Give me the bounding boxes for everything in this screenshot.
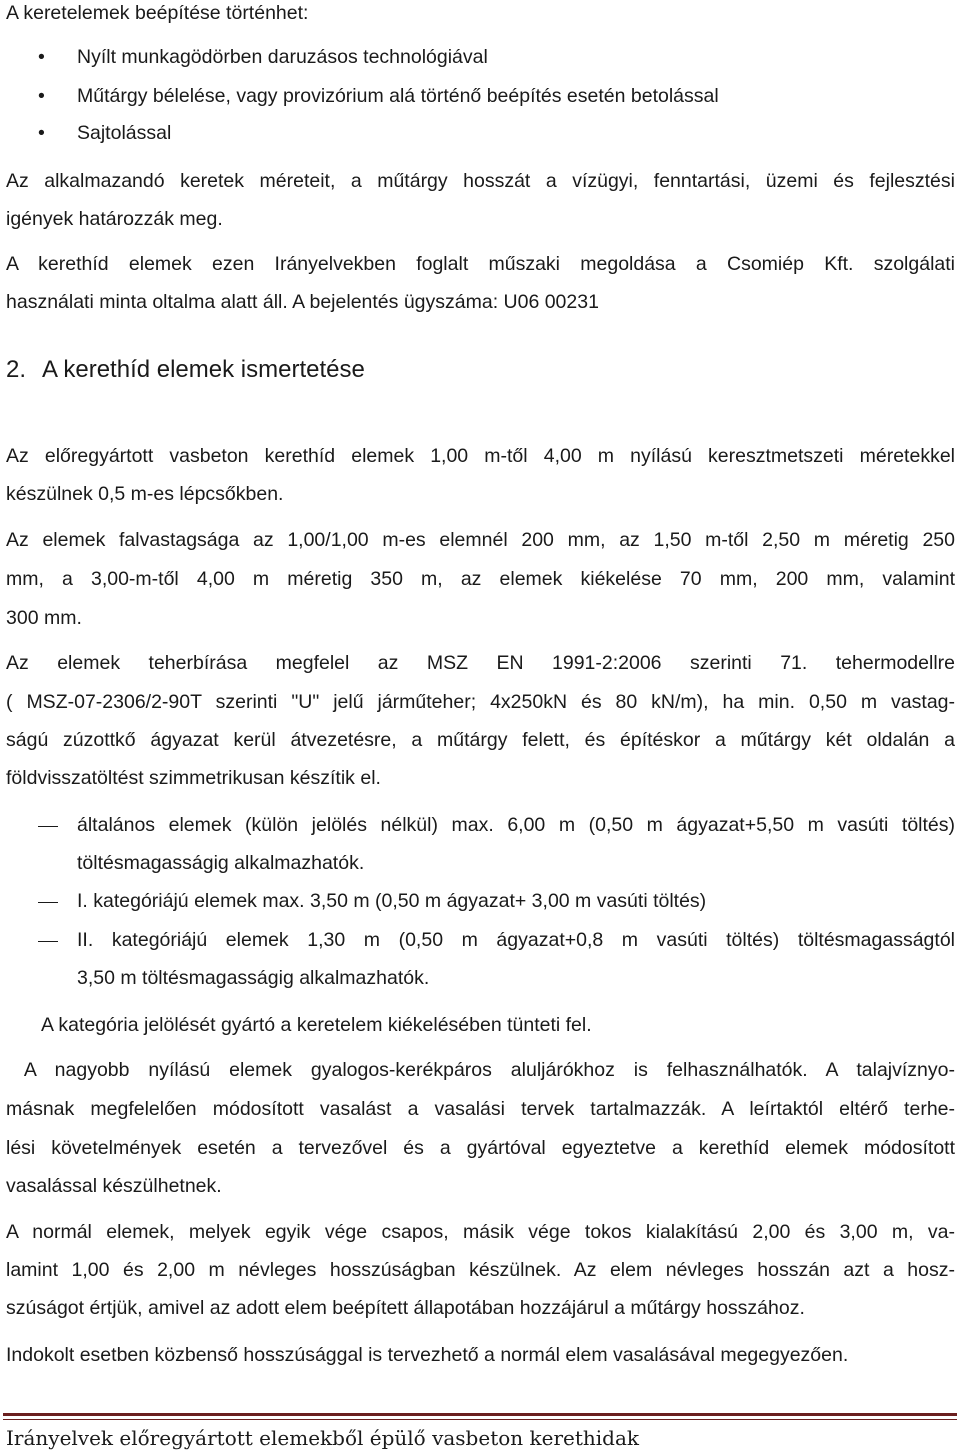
paragraph-line: Az alkalmazandó keretek méreteit, a műtárgy hosszát a vízügyi, fenntartási, üzemi és fejlesztési — [6, 170, 955, 192]
section-heading — [6, 356, 365, 384]
footer-rule-thin — [3, 1419, 957, 1420]
paragraph-line: A nagyobb nyílású elemek gyalogos-kerékpáros aluljárókhoz is felhasználhatók. A talajvíznyo- — [6, 1059, 955, 1081]
dash-marker — [38, 902, 58, 903]
paragraph-line: igények határozzák meg. — [6, 208, 223, 230]
bullet-marker: • — [38, 122, 45, 144]
paragraph-line: lési követelmények esetén a tervezővel és a gyártóval egyeztetve a kerethíd elemek módosított — [6, 1137, 955, 1159]
dash-marker — [38, 826, 58, 827]
list-item: általános elemek (külön jelölés nélkül) max. 6,00 m (0,50 m ágyazat+5,50 m vasúti töltés) — [77, 814, 955, 836]
footer-rule-thick — [3, 1413, 957, 1416]
bullet-marker: • — [38, 85, 45, 107]
list-item: Sajtolással — [77, 122, 172, 144]
paragraph-line: használati minta oltalma alatt áll. A bejelentés ügyszáma: U06 00231 — [6, 291, 599, 313]
paragraph-line: készülnek 0,5 m-es lépcsőkben. — [6, 483, 284, 505]
bullet-marker: • — [38, 46, 45, 68]
paragraph-line: ( MSZ-07-2306/2-90T szerinti "U" jelű járműteher; 4x250kN és 80 kN/m), ha min. 0,50 m vastag- — [6, 691, 955, 713]
dash-marker — [38, 941, 58, 942]
footer-title: Irányelvek előregyártott elemekből épülő vasbeton kerethidak — [6, 1426, 640, 1450]
list-item: Műtárgy bélelése, vagy provizórium alá történő beépítés esetén betolással — [77, 85, 719, 107]
paragraph-line: vasalással készülhetnek. — [6, 1175, 222, 1197]
paragraph-line: mm, a 3,00-m-től 4,00 m méretig 350 m, az elemek kiékelése 70 mm, 200 mm, valamint — [6, 568, 955, 590]
intro-heading: A keretelemek beépítése történhet: — [6, 2, 309, 24]
list-item: Nyílt munkagödörben daruzásos technológiával — [77, 46, 488, 68]
paragraph-line: ságú zúzottkő ágyazat kerül átvezetésre, a műtárgy felett, és építéskor a műtárgy két oldalán a — [6, 729, 955, 751]
list-item-continuation: töltésmagasságig alkalmazhatók. — [77, 852, 365, 874]
list-item: II. kategóriájú elemek 1,30 m (0,50 m ágyazat+0,8 m vasúti töltés) töltésmagasságtól — [77, 929, 955, 951]
paragraph-line: másnak megfelelően módosított vasalást a vasalási tervek tartalmazzák. A leírtaktól eltérő terhe- — [6, 1098, 955, 1120]
paragraph-line: A normál elemek, melyek egyik vége csapos, másik vége tokos kialakítású 2,00 és 3,00 m, va- — [6, 1221, 955, 1243]
paragraph-line: szúságot értjük, amivel az adott elem beépített állapotában hozzájárul a műtárgy hosszához. — [6, 1297, 805, 1319]
paragraph-line: Az elemek falvastagsága az 1,00/1,00 m-es elemnél 200 mm, az 1,50 m-től 2,50 m méretig 250 — [6, 529, 955, 551]
paragraph-line: földvisszatöltést szimmetrikusan készítik el. — [6, 767, 381, 789]
paragraph-line: lamint 1,00 és 2,00 m névleges hosszúságban készülnek. Az elem névleges hosszán azt a hosz- — [6, 1259, 955, 1281]
paragraph-line: Az elemek teherbírása megfelel az MSZ EN 1991-2:2006 szerinti 71. tehermodellre — [6, 652, 955, 674]
list-item-continuation: 3,50 m töltésmagasságig alkalmazhatók. — [77, 967, 430, 989]
section-title: A kerethíd elemek ismertetése — [42, 356, 365, 383]
section-number: 2. — [6, 356, 27, 383]
paragraph-line: 300 mm. — [6, 607, 82, 629]
paragraph-intermediate-length: Indokolt esetben közbenső hosszúsággal is tervezhető a normál elem vasalásával megegyezően. — [6, 1344, 849, 1366]
list-item: I. kategóriájú elemek max. 3,50 m (0,50 m ágyazat+ 3,00 m vasúti töltés) — [77, 890, 707, 912]
paragraph-line: A kerethíd elemek ezen Irányelvekben foglalt műszaki megoldása a Csomiép Kft. szolgálati — [6, 253, 955, 275]
paragraph-line: Az előregyártott vasbeton kerethíd elemek 1,00 m-től 4,00 m nyílású keresztmetszeti méretekkel — [6, 445, 955, 467]
category-note: A kategória jelölését gyártó a keretelem kiékelésében tünteti fel. — [41, 1014, 592, 1036]
